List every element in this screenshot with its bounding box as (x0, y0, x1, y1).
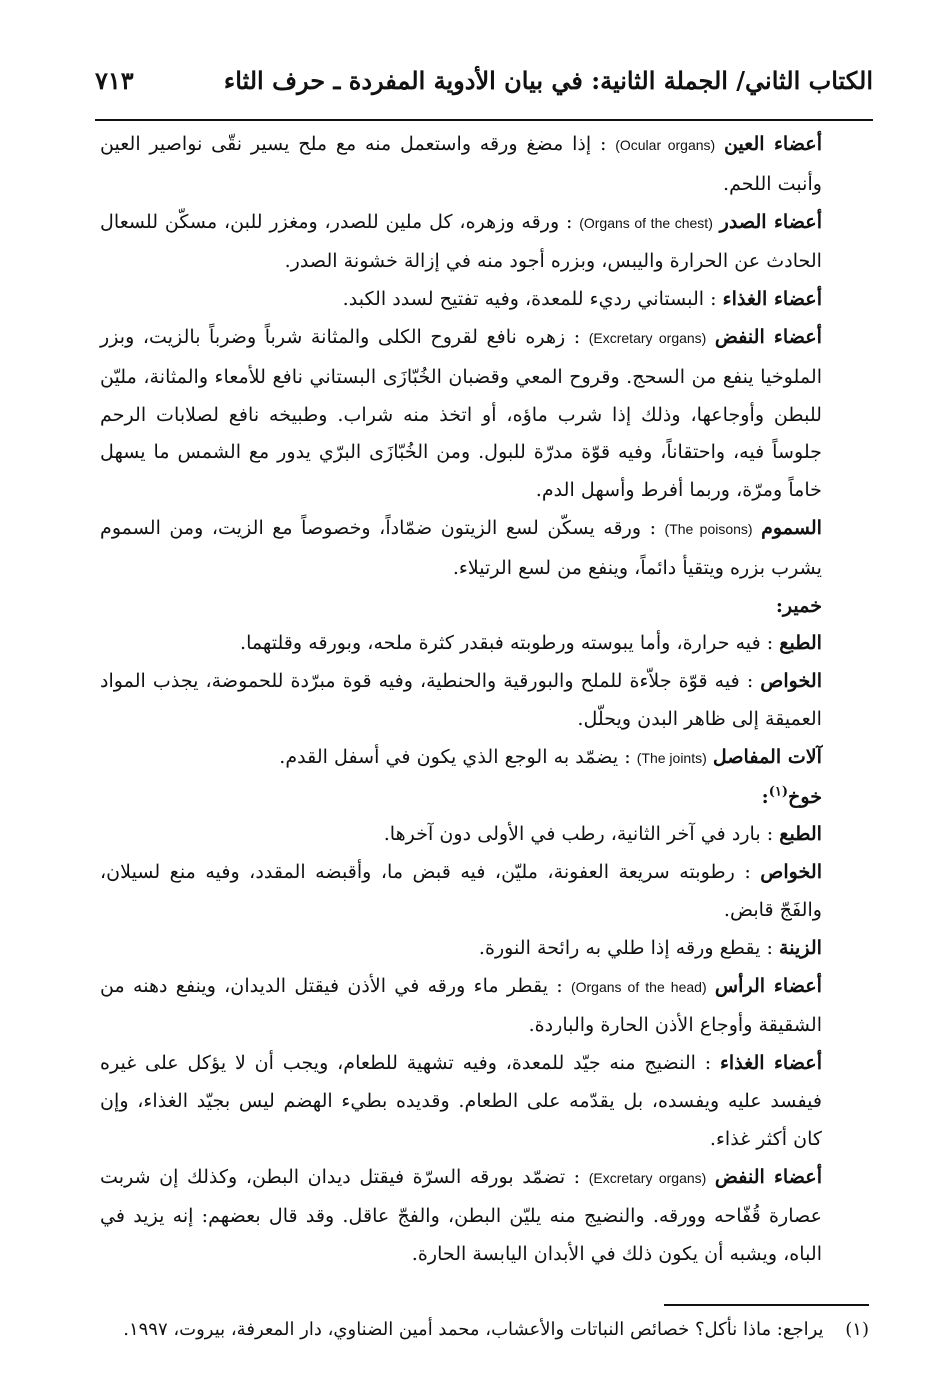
english-label: (The joints) (636, 749, 707, 766)
heading-word: خوخ (788, 784, 822, 808)
paragraph-text: : ورقه يسكّن لسع الزيتون ضمّاداً، وخصوصاً مع الزيت، ومن السموم يشرب بزره ويتقيأ دائماً، وينفع من لسع الرتيلاء. (100, 515, 822, 579)
paragraph-text: : يقطر ماء ورقه في الأذن فيقتل الديدان، وينفع دهنه من الشقيقة وأوجاع الأذن الحارة والباردة. (100, 973, 822, 1037)
paragraph-text: : النضيج منه جيّد للمعدة، وفيه تشهية للطعام، ويجب أن لا يؤكل على غيره فيفسد عليه ويفسده، بل يقدّمه على الطعام. وقديده بطيء الهضم ليس بجيّد الغذاء، وإن كان أكثر غذاء. (100, 1051, 822, 1150)
page-number: ٧١٣ (95, 66, 134, 95)
heading-khamir: خمير: (775, 593, 822, 617)
term-label: آلات المفاصل (712, 744, 822, 768)
term-label: أعضاء النفض (714, 1164, 823, 1188)
english-label: (Excretary organs) (588, 1169, 707, 1186)
term-label: أعضاء النفض (714, 324, 822, 348)
footnote (100, 1316, 869, 1344)
paragraph-text: : فيه حرارة، وأما يبوسته ورطوبته فبقدر كثرة ملحه، وبورقه وقلتهما. (240, 631, 774, 655)
term-label: السموم (761, 515, 822, 539)
paragraph-text: : ورقه وزهره، كل ملين للصدر، ومغزر للبن، مسكّن للسعال الحادث عن الحرارة واليبس، وبزره أجود منه في إزالة خشونة الصدر. (100, 209, 822, 273)
footnote-text: يراجع: ماذا نأكل؟ خصائص النباتات والأعشاب، محمد أمين الضناوي، دار المعرفة، بيروت، ١٩٩٧. (123, 1319, 824, 1340)
heading-khawkh (100, 778, 869, 816)
term-label: أعضاء الغذاء (719, 1051, 822, 1075)
paragraph-text: : يضمّد به الوجع الذي يكون في أسفل القدم. (279, 744, 631, 768)
paragraph-adornment (100, 929, 869, 967)
paragraph-nature-khawkh (100, 815, 869, 853)
english-label: (Ocular organs) (615, 137, 716, 153)
term-label: الزينة (779, 935, 822, 959)
paragraph-excretary-organs (100, 318, 869, 509)
paragraph-text: : يقطع ورقه إذا طلي به رائحة النورة. (478, 935, 773, 959)
paragraph-joints (100, 738, 869, 778)
paragraph-chest-organs (100, 203, 869, 281)
english-label: (Organs of the chest) (579, 214, 713, 231)
term-label: أعضاء الصدر (719, 209, 823, 233)
paragraph-food-organs (100, 280, 869, 318)
paragraph-text: : رطوبته سريعة العفونة، مليّن، فيه قبض ما، وأقبضه المقدد، وفيه منع لسيلان، والفَجّ قابض. (100, 860, 822, 921)
term-label: أعضاء الغذاء (722, 287, 822, 311)
page-content (100, 125, 869, 1273)
heading-colon: : (761, 784, 769, 808)
paragraph-head-organs (100, 967, 869, 1045)
term-label: أعضاء الرأس (714, 973, 822, 997)
running-title: الكتاب الثاني/ الجملة الثانية: في بيان الأدوية المفردة ـ حرف الثاء (223, 66, 873, 95)
english-label: (Excretary organs) (588, 329, 707, 346)
term-label: الطبع (779, 631, 822, 655)
term-label: أعضاء العين (723, 132, 822, 155)
paragraph-text: : تضمّد بورقه السرّة فيقتل ديدان البطن، وكذلك إن شربت عصارة قُفّاحه وورقه. والنضيج منه يليّن البطن، والفجّ عاقل. وقد قال بعضهم: إنه يزيد في الباه، ويشبه أن يكون ذلك في الأبدان اليابسة الحارة. (100, 1164, 822, 1266)
paragraph-text: : زهره نافع لقروح الكلى والمثانة شرباً وضرباً بالزيت، وبزر الملوخيا ينفع من السحج. وقروح المعي وقضبان الخُبّازَى البستاني نافع للأمعاء والمثانة، مليّن للبطن وأوجاعها، وذلك إذا شرب ماؤه، أو اتخذ منه شراب. وطبيخه نافع لصلابات الرحم جلوساً فيه، واحتقاناً، وفيه قوّة مدرّة للبول. ومن الخُبّازَى البرّي يدور مع الشمس ما يسهل خاماً ومرّة، وربما أفرط وأسهل الدم. (100, 324, 822, 502)
term-label: الخواص (760, 669, 822, 693)
paragraph-text: : إذا مضغ ورقه واستعمل منه مع ملح يسير نقّى نواصير العين وأنبت اللحم. (100, 132, 822, 195)
english-label: (The poisons) (664, 520, 753, 537)
paragraph-food-organs-khawkh (100, 1044, 869, 1157)
paragraph-text: : بارد في آخر الثانية، رطب في الأولى دون آخرها. (383, 822, 774, 846)
paragraph-ocular-organs (100, 125, 869, 203)
header-rule (95, 119, 873, 121)
page-header (95, 58, 873, 98)
english-label: (Organs of the head) (570, 978, 707, 995)
paragraph-properties (100, 662, 869, 738)
term-label: الخواص (760, 860, 822, 884)
paragraph-properties-khawkh (100, 853, 869, 929)
paragraph-excretary-organs-khawkh (100, 1158, 869, 1273)
term-label: الطبع (779, 822, 822, 846)
paragraph-poisons (100, 509, 869, 587)
footnote-rule (664, 1304, 869, 1306)
paragraph-nature (100, 624, 869, 662)
footnote-reference: (١) (768, 784, 788, 800)
paragraph-text: : البستاني رديء للمعدة، وفيه تفتيح لسدد الكبد. (342, 287, 717, 311)
footnote-marker: (١) (845, 1319, 869, 1340)
paragraph-text: : فيه قوّة جلاّءة للملح والبورقية والحنطية، وفيه قوة مبرّدة للحموضة، يجذب المواد العميقة إلى ظاهر البدن ويحلّل. (100, 669, 822, 730)
